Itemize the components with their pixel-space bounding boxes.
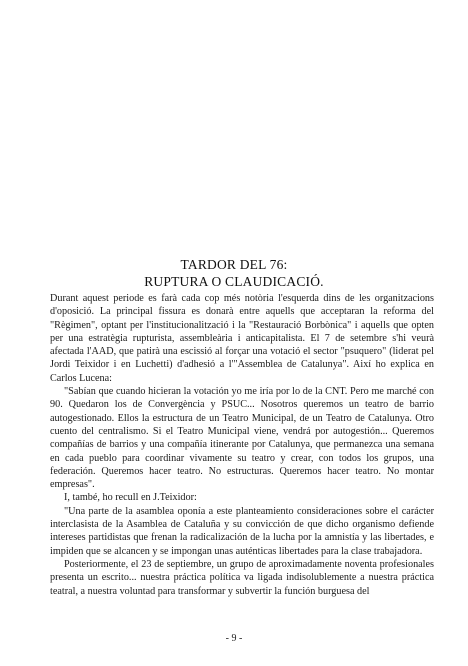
quote-teixidor: "Una parte de la asamblea oponía a este planteamiento consideraciones sobre el carácter interclasista de la Asamblea de Cataluña y su convicción de que dicho organismo defiende intereses partidistas que frenan la radicalización de la lucha por la amnistía y las libertades, e impiden que se alcancen y se impongan unas auténticas libertades para la clase trabajadora. xyxy=(50,505,434,557)
quote-lucena: "Sabían que cuando hicieran la votación yo me iría por lo de la CNT. Pero me marché con 90. Quedaron los de Convergència y PSUC... Nosotros queremos un teatro de barrio autogestionado. Ellos la estructura de un Teatro Municipal, de un Teatro de Catalunya. Otro cuento del centralismo. Si el Teatro Municipal viene, vendrá por autogestión... Queremos compañías de barrios y una compañía itinerante por Catalunya, que permanezca una semana en cada pueblo para coordinar vivamente su teatro y crear, con todos los grupos, una federación. Queremos hacer teatro. No estructuras. Queremos hacer teatro. No montar empresas". xyxy=(50,386,434,491)
chapter-title xyxy=(0,256,468,290)
paragraph-intro: Durant aquest periode es farà cada cop més notòria l'esquerda dins de les organitzacions d'oposició. La principal fissura es donarà entre aquells que acceptaran la reforma del "Règimen", optant per l'institucionalització i la "Restauració Borbònica" i aquells que opten per una estratègia rupturista, assembleària i anticapitalista. El 7 de setembre s'hi veurà afectada l'AAD, que patirà una escissió al forçar una votació el sector "psuquero" (liderat pel Jordi Teixidor i en Luchetti) d'adhesió a l'"Assemblea de Catalunya". Així ho explica en Carlos Lucena: xyxy=(50,293,434,384)
body-text xyxy=(50,292,434,598)
paragraph-teixidor-intro: I, també, ho recull en J.Teixidor: xyxy=(64,492,197,504)
page-number: - 9 - xyxy=(225,633,243,644)
paragraph-september: Posteriormente, el 23 de septiembre, un grupo de aproximadamente noventa profesionales presenta un escrito... nuestra práctica política va ligada indisolublemente a nuestra práctica teatral, a nuestra voluntad para transformar y subvertir la función burguesa del xyxy=(50,558,434,597)
chapter-title-line-1: TARDOR DEL 76: xyxy=(180,257,288,272)
chapter-title-line-2: RUPTURA O CLAUDICACIÓ. xyxy=(144,274,324,289)
